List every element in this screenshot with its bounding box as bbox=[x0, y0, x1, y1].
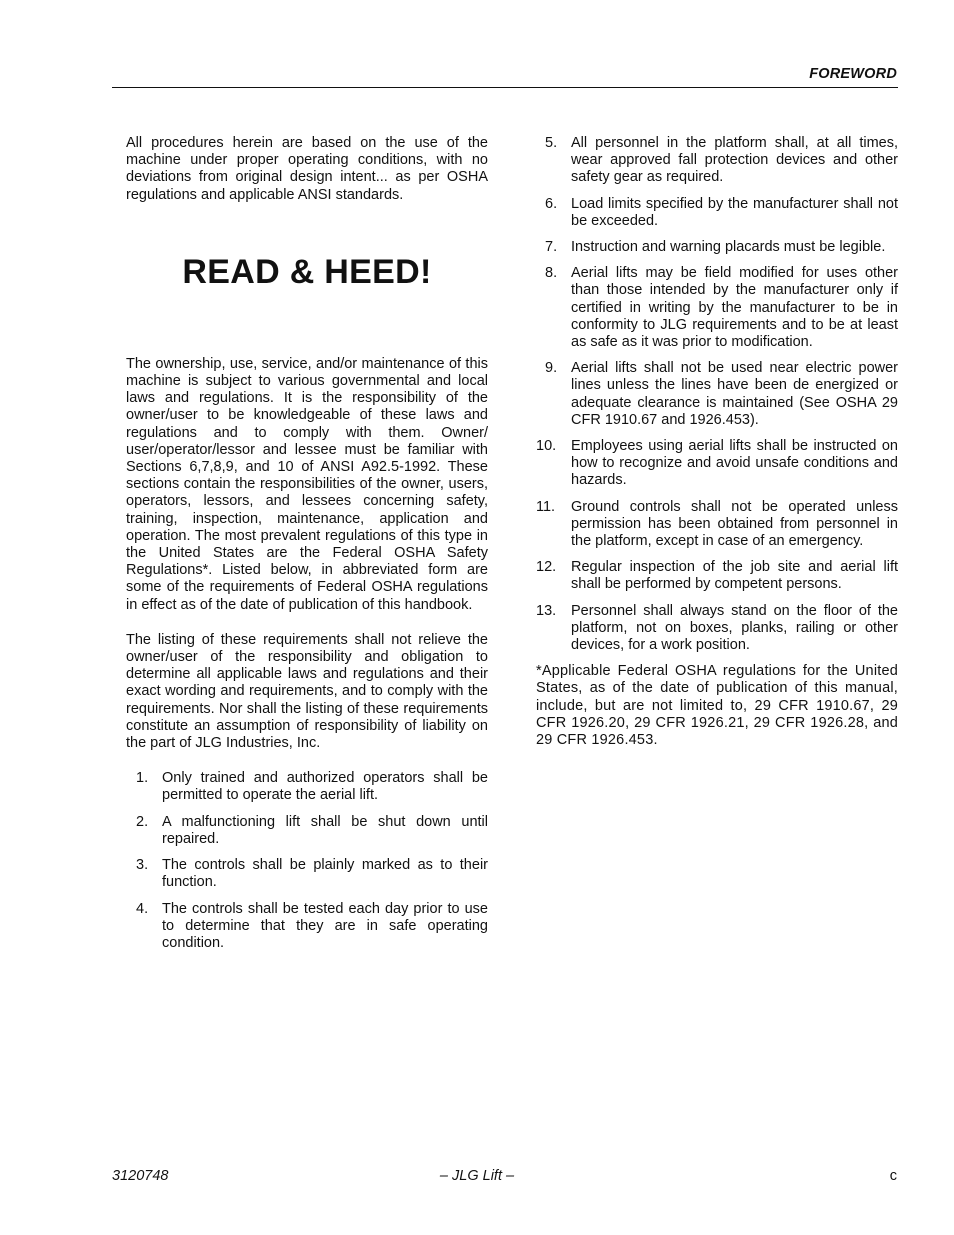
listing-paragraph: The listing of these requirements shall not relieve the owner/user of the responsibility and obligation to determine all applicable laws and regulations and their exact wording and requirements, and to comply with the requirements. Nor shall the listing of these requirements constitute an assumption of responsibility of liability on the part of JLG Industries, Inc. bbox=[126, 631, 488, 752]
item-text: Aerial lifts shall not be used near electric power lines unless the lines have been de energized or adequate clearance is maintained (See OSHA 29 CFR 1910.67 and 1926.453). bbox=[571, 360, 898, 428]
intro-paragraph: All procedures herein are based on the use of the machine under proper operating conditions, with no deviations from original design intent... as per OSHA regulations and applicable ANSI standards. bbox=[126, 135, 488, 203]
header-divider bbox=[112, 87, 898, 88]
item-number: 2. bbox=[136, 813, 149, 830]
list-item bbox=[126, 814, 488, 848]
list-item bbox=[536, 196, 898, 230]
list-item bbox=[536, 360, 898, 429]
item-text: Only trained and authorized operators shall be permitted to operate the aerial lift. bbox=[162, 770, 488, 804]
item-number: 5. bbox=[545, 135, 558, 151]
item-text: The controls shall be tested each day prior to use to determine that they are in safe operating condition. bbox=[162, 900, 488, 951]
item-number: 7. bbox=[545, 239, 558, 256]
item-text: Regular inspection of the job site and aerial lift shall be performed by competent persons. bbox=[571, 559, 898, 593]
item-number: 13. bbox=[536, 602, 557, 619]
item-text: Personnel shall always stand on the floor of the platform, not on boxes, planks, railing or other devices, for a work position. bbox=[571, 602, 898, 654]
list-item bbox=[536, 559, 898, 593]
list-item bbox=[536, 239, 898, 256]
list-item bbox=[536, 499, 898, 551]
list-item bbox=[536, 135, 898, 187]
item-number: 10. bbox=[536, 438, 557, 455]
list-item bbox=[536, 438, 898, 490]
item-text: Instruction and warning placards must be legible. bbox=[571, 239, 886, 256]
item-text: The controls shall be plainly marked as to their function. bbox=[162, 857, 488, 891]
osha-footnote: *Applicable Federal OSHA regulations for the United States, as of the date of publication of this manual, include, but are not limited to, 29 CFR 1910.67, 29 CFR 1926.20, 29 CFR 1926.21, 29 CFR 1926.28, and 29 CFR 1926.453. bbox=[536, 663, 898, 749]
item-number: 3. bbox=[136, 857, 149, 874]
document-number: 3120748 bbox=[112, 1168, 169, 1184]
requirements-list-right bbox=[536, 135, 898, 654]
item-number: 8. bbox=[545, 265, 558, 282]
requirements-list-left bbox=[126, 770, 488, 952]
item-text: Aerial lifts may be field modified for uses other than those intended by the manufacturer only if certified in writing by the manufacturer to be in conformity to JLG requirements and to be at least as safe as it was prior to modification. bbox=[571, 265, 898, 351]
item-text: Employees using aerial lifts shall be instructed on how to recognize and avoid unsafe conditions and hazards. bbox=[571, 438, 898, 489]
read-and-heed-heading: READ & HEED! bbox=[182, 252, 432, 291]
item-text: Ground controls shall not be operated unless permission has been obtained from personnel in the platform, except in case of an emergency. bbox=[571, 498, 898, 550]
page-number: c bbox=[889, 1168, 897, 1184]
list-item bbox=[126, 901, 488, 953]
list-item bbox=[126, 857, 488, 891]
section-title: FOREWORD bbox=[809, 66, 897, 82]
item-text: Load limits specified by the manufacturer shall not be exceeded. bbox=[571, 195, 898, 229]
right-column bbox=[536, 135, 898, 749]
item-number: 9. bbox=[545, 360, 558, 377]
item-number: 6. bbox=[545, 195, 558, 212]
left-column bbox=[126, 135, 488, 961]
item-text: A malfunctioning lift shall be shut down until repaired. bbox=[162, 813, 488, 847]
item-text: All personnel in the platform shall, at all times, wear approved fall protection devices and other safety gear as required. bbox=[571, 135, 898, 186]
ownership-paragraph: The ownership, use, service, and/or maintenance of this machine is subject to various governmental and local laws and regulations. It is the responsibility of the owner/user to be knowledgeable of these laws and regulations and to comply with them. Owner/ user/operator/lessor and lessee must be familiar with Sections 6,7,8,9, and 10 of ANSI A92.5-1992. These sections contain the responsibilities of the owner, users, operators, lessors, and lessees concerning safety, training, inspection, maintenance, application and operation. The most prevalent regulations of this type in the United States are the Federal OSHA Safety Regulations*. Listed below, in abbreviated form are some of the requirements of Federal OSHA regulations in effect as of the date of publication of this handbook. bbox=[126, 355, 488, 613]
footer-title: – JLG Lift – bbox=[439, 1168, 515, 1184]
item-number: 1. bbox=[136, 770, 149, 787]
list-item bbox=[536, 603, 898, 655]
list-item bbox=[536, 265, 898, 351]
item-number: 12. bbox=[536, 559, 557, 576]
list-item bbox=[126, 770, 488, 804]
item-number: 11. bbox=[536, 498, 556, 515]
item-number: 4. bbox=[136, 900, 149, 917]
